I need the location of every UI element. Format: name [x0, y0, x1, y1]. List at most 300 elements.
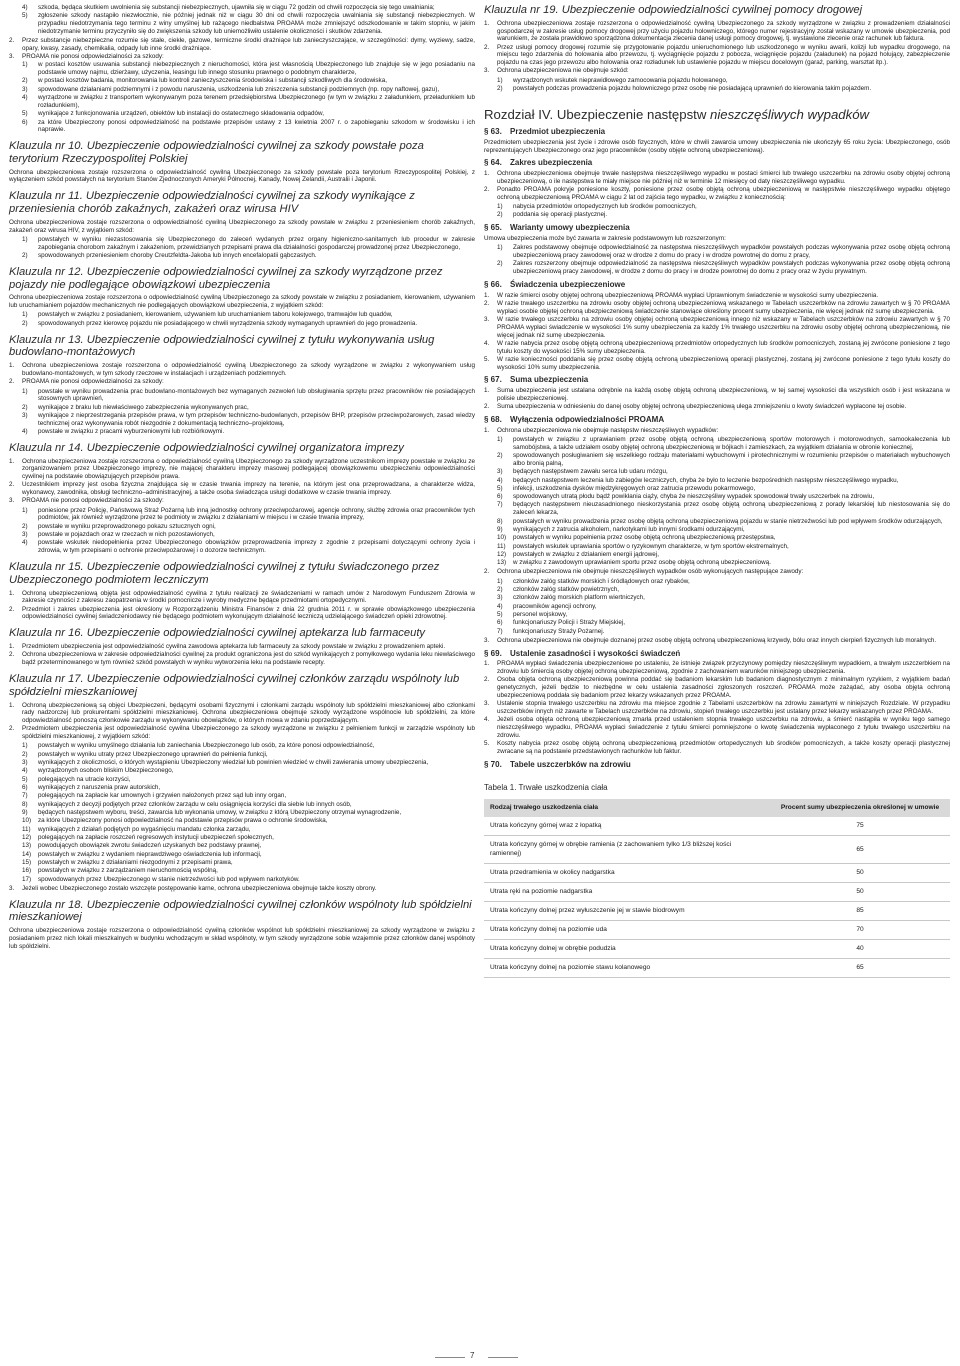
list-item-text: Ochrona ubezpieczeniowa zostaje rozszerzona o odpowiedzialność cywilną Ubezpieczonego za szkody wyrządzone w związku z prowadzeniem działalności gospodarczej w zakresie usług pomocy drogowej przy użyciu pojazdu holowniczego, którego numer rejestracyjny został wskazany w umowie ubezpieczenia, pod warunkiem, że została prawidłowo sporządzona dokumentacja zlecenia danej usługi pomocy drogowej, tj. wystawione zlecenie oraz rachunek lub faktura. — [497, 19, 950, 43]
list-item-number: 1) — [22, 311, 28, 319]
list-item — [484, 534, 950, 542]
list-item — [484, 468, 950, 476]
list-item-text: W razie nabycia przez osobę objętą ochroną ubezpieczeniową przedmiotów ortopedycznych lub środków pomocniczych, zostaną jej zwrócone poniesione z tego tytułu koszty do wysokości 15% sumy ubezpieczenia. — [497, 339, 950, 355]
list-item-number: 3) — [22, 759, 28, 767]
list-item-number: 5. — [484, 355, 490, 363]
table-row — [484, 863, 950, 882]
list-item — [9, 817, 475, 825]
list-item — [484, 594, 950, 602]
list-item — [9, 236, 475, 251]
list-item — [9, 110, 475, 118]
list-item-text: Uczestnikiem imprezy jest osoba fizyczna znajdująca się w czasie trwania imprezy na terenie, na którym jest ona przeprowadzana, a charakterze widza, wykonawcy, zawodnika, obsługi techniczno–administracyjnej, a także osoba świadcząca usługi dodatkowe w czasie trwania imprezy. — [22, 481, 475, 497]
list-item-number: 1. — [484, 387, 490, 395]
list-item-text: powstałych w wyniku prowadzenia przez osobę objętą ochroną ubezpieczeniową pojazdu w stanie nietrzeźwości lub pod wpływem środków odurzających, — [513, 517, 943, 525]
list-item-text: Przez usługi pomocy drogowej rozumie się przygotowanie pojazdu unieruchomionego lub uszkodzonego w wyniku awarii, kolizji lub wypadku drogowego, na miejscu tego zdarzenia do holowania albo przewozu, tj. wyciągnięcie pojazdu z pobocza, wciągnięcie pojazdu (załadunek) na pojazd holujący, zabezpieczenie pojazdu na czas jego przewozu albo holowania oraz rozładunek lub ustawienie pojazdu w miejscu docelowym (garaż, parking, warsztat itp.). — [497, 43, 950, 67]
list-item-number: 4) — [497, 476, 503, 484]
list-item-text: powstałe w związku z pracami wyburzeniowymi lub rozbiórkowymi. — [38, 428, 225, 436]
table-caption: Tabela 1. Trwałe uszkodzenia ciała — [484, 783, 608, 793]
list-item — [9, 776, 475, 784]
list-item-text: w postaci kosztów usuwania substancji niebezpiecznych z nieruchomości, która jest własnością Ubezpieczonego lub znajduje się w jego posiadaniu na podstawie umowy najmu, dzierżawy, użyczenia, leasingu lub innego stosunku prawnego o podobnym charakterze, — [38, 61, 475, 77]
list-item-number: 7) — [22, 792, 28, 800]
clause-12-heading: Klauzula nr 12. Ubezpieczenie odpowiedzialności cywilnej za szkody wyrządzone przez pojazdy nie podlegające obowiązkowi ubezpieczenia — [9, 265, 443, 291]
list-item-text: powstałych w wyniku umyślnego działania lub zaniechania Ubezpieczonego lub osób, za które ponosi odpowiedzialność, — [38, 742, 375, 750]
list-item-number: 1) — [22, 506, 28, 514]
list-item-number: 1. — [484, 291, 490, 299]
list-item — [9, 12, 475, 35]
list-item-text: powstałych w związku z zarządzaniem nieruchomością wspólną, — [38, 867, 218, 875]
list-item-number: 17) — [22, 875, 32, 883]
list-item-text: spowodowanych utratą płodu bądź powikłania ciąży, chyba że nieszczęśliwy wypadek spowodował trwały uszczerbek na zdrowiu, — [513, 493, 875, 501]
list-item-number: 3) — [22, 85, 28, 93]
list-item-number: 2. — [9, 378, 15, 386]
list-s68-c — [484, 637, 950, 645]
list-item-number: 1) — [497, 244, 503, 252]
list-item-number: 3. — [484, 316, 490, 324]
list-item-text: poniesione przez Policję, Państwową Straż Pożarną lub inną jednostkę ochrony przeciwpożarowej, agencje ochrony, służbę zdrowia oraz pracowników tych podmiotów, jak również wyrządzone przez te podmioty w związku z działaniami w miejscu i w czasie trwania imprezy, — [38, 506, 475, 522]
list-item-text: powstałe w pojazdach oraz w rzeczach w nich pozostawionych, — [38, 531, 215, 539]
list-item — [484, 356, 950, 371]
list-k17 — [9, 702, 475, 741]
list-item — [9, 606, 475, 621]
list-item-number: 1) — [497, 203, 503, 211]
list-k11 — [9, 236, 475, 260]
clause-19-heading: Klauzula nr 19. Ubezpieczenie odpowiedzialności cywilnej pomocy drogowej — [484, 4, 863, 16]
list-item-number: 5) — [22, 12, 28, 20]
paragraph: Umowa ubezpieczenia może być zawarta w zakresie podstawowym lub rozszerzonym: — [484, 235, 726, 243]
list-item — [9, 590, 475, 605]
table-row — [484, 836, 950, 863]
list-item-number: 5) — [497, 610, 503, 618]
list-item — [9, 388, 475, 403]
list-item-text: członków załóg morskich platform wiertniczych, — [513, 594, 645, 602]
list-item-text: będących następstwem wyboru, treści, zawarcia lub wykonania umowy, w związku z którą Ubezpieczony otrzymał wynagrodzenie, — [38, 809, 402, 816]
list-item-number: 6) — [497, 493, 503, 501]
table-cell-percent: 65 — [770, 836, 950, 863]
clause-15-heading: Klauzula nr 15. Ubezpieczenie odpowiedzialności cywilnej z tytułu świadczonego przez Ubezpieczonego podmiotem leczniczym — [9, 560, 440, 586]
list-item — [9, 725, 475, 740]
list-item — [9, 859, 475, 867]
list-item-text: spowodowanych przeniesieniem choroby Creutzfeldta-Jakoba lub innych encefalopatii gąbczastych. — [38, 252, 317, 259]
list-item-text: członków załóg statków powietrznych, — [513, 585, 620, 593]
table-cell-injury: Utrata kończyny górnej w obrębie ramienia (z zachowaniem tylko 1/3 bliższej kości ramiennej) — [484, 836, 770, 863]
list-item-text: szkoda, będąca skutkiem uwolnienia się substancji niebezpiecznych, ujawniła się w ciągu 72 godzin od chwili rozpoczęcia się tego uwalniania; — [38, 4, 435, 11]
list-item-text: Ochrona ubezpieczeniowa nie obejmuje doznanej przez osobę objętą ochroną ubezpieczeniową krzywdy, bólu oraz innych cierpień fizycznych lub moralnych. — [497, 636, 937, 644]
list-item-text: będących następstwem leczenia lub zabiegów leczniczych, chyba że było to leczenie bezpośrednich następstw nieszczęśliwego wypadku, — [513, 476, 899, 484]
list-item-text: Ochroną ubezpieczeniową objęta jest odpowiedzialność cywilna z tytułu realizacji ze świadczeniami w ramach umów z Narodowym Funduszem Zdrowia w zakresie czynności z zakresu zaopatrzenia w środki pomocnicze i wyroby medyczne będące przedmiotami ortopedycznymi. — [22, 589, 475, 605]
list-item — [484, 637, 950, 645]
list-item-text: Ochrona ubezpieczeniowa nie obejmuje nieszczęśliwych wypadków osób wykonujących następujące zawody: — [497, 568, 804, 576]
list-item — [9, 362, 475, 377]
list-item — [484, 67, 950, 75]
list-item-text: wynikające z braku lub niewłaściwego zabezpieczenia wykonywanych prac, — [38, 403, 249, 411]
list-item-number: 2. — [484, 403, 490, 411]
list-item-number: 1) — [497, 76, 503, 84]
list-item-number: 1. — [9, 589, 15, 597]
table-cell-percent: 70 — [770, 921, 950, 940]
clause-16-heading: Klauzula nr 16. Ubezpieczenie odpowiedzialności cywilnej aptekarza lub farmaceuty — [9, 627, 426, 640]
list-item — [9, 867, 475, 875]
list-item-number: 2. — [9, 605, 15, 613]
list-item — [9, 523, 475, 531]
list-item-number: 5) — [22, 110, 28, 118]
list-item-number: 2) — [497, 452, 503, 460]
list-item-text: personel wojskowy, — [513, 610, 568, 618]
list-item — [484, 568, 950, 576]
list-item-text: Ochrona ubezpieczeniowa nie obejmuje następstw nieszczęśliwych wypadków: — [497, 426, 719, 434]
list-item-number: 16) — [22, 867, 32, 875]
list-item-text: powstałych w związku z posiadaniem, kierowaniem, używaniem lub uruchamianiem taboru kolejowego, tramwajów lub quadów, — [38, 311, 393, 319]
table-cell-injury: Utrata kończyny dolnej przez wyłuszczenie jej w stawie biodrowym — [484, 901, 770, 920]
list-item-number: 2) — [497, 211, 503, 219]
list-item — [484, 543, 950, 551]
list-item — [9, 784, 475, 792]
list-item-text: Ustalenie stopnia trwałego uszczerbku na zdrowiu ma miejsce zgodnie z Tabelami uszczerbków na zdrowiu zawartymi w niniejszych Rozdziale. W przypadku uszczerbków innych niż zawarte w Tabelach uszczerbków na zdrowiu, stopień trwałego uszczerbku jest ustalany przez lekarzy wskazanych przez PROAMA. — [497, 700, 950, 716]
list-k13-sub — [9, 388, 475, 436]
list-item — [484, 611, 950, 619]
list-item-text: PROAMA nie ponosi odpowiedzialności za szkody: — [22, 497, 164, 505]
list-item-text: Ochrona ubezpieczeniowa w zakresie odpowiedzialności cywilnej za produkt ograniczona jest do szkód wynikających z pomyłkowego wydania leku niewłaściwego bądź przeterminowanego w tym również szkód powstałych w wyniku wytworzenia leku na podstawie recepty. — [22, 651, 475, 667]
page-number: 7 — [470, 1351, 475, 1360]
list-s68-b — [484, 568, 950, 576]
list-item-number: 1) — [22, 387, 28, 395]
list-item-number: 2) — [22, 403, 28, 411]
clause-10-heading: Klauzula nr 10. Ubezpieczenie odpowiedzialności cywilnej za szkody powstałe poza terytorium Rzeczypospolitej Polskiej — [9, 140, 424, 165]
list-item — [484, 716, 950, 739]
list-item-number: 2) — [497, 85, 503, 93]
list-item-text: Suma ubezpieczenia w odniesieniu do danej osoby objętej ochroną ubezpieczeniową ulega zmniejszeniu o kwoty świadczeń wypłacone tej osobie. — [497, 403, 907, 411]
list-s64-sub — [484, 203, 950, 219]
list-item-text: powstałych w wyniku niezastosowania się Ubezpieczonego do zaleceń wydanych przez organy higieniczno-sanitarnych lub procedur w zakresie zapobiegania chorobom zakaźnym i zakażeniom, przewidzianych przepisami prawa dla działalności gospodarczej prowadzonej przez Ubezpieczonego, — [38, 235, 475, 251]
list-item — [9, 311, 475, 319]
list-item-number: 3) — [497, 594, 503, 602]
list-item-number: 4) — [22, 4, 28, 11]
list-item-number: 1. — [484, 426, 490, 434]
list-item — [484, 387, 950, 402]
list-item — [484, 477, 950, 485]
list-item — [9, 809, 475, 817]
section-64-heading: § 64. Zakres ubezpieczenia — [484, 158, 593, 168]
table-row — [484, 940, 950, 959]
list-item-text: powodujących obowiązek zwrotu świadczeń uzyskanych bez podstawy prawnej, — [38, 842, 262, 850]
list-item-text: polegających na zapłacie roszczeń regresowych instytucji ubezpieczeń społecznych, — [38, 833, 274, 841]
list-item — [484, 427, 950, 435]
list-item-number: 8) — [22, 800, 28, 808]
list-item-text: polegających na utracie korzyści, — [38, 775, 131, 783]
list-item-number: 7) — [497, 501, 503, 509]
list-item-text: będących następstwem nieuzasadnionego nieskorzystania przez osobę objętą ochroną ubezpieczeniową z porady lekarskiej lub niestosowania się do zaleceń lekarza, — [513, 501, 950, 517]
table-header-cell: Rodzaj trwałego uszkodzenia ciała — [484, 799, 770, 817]
list-item-number: 2. — [9, 651, 15, 659]
list-item-text: za które Ubezpieczony ponosi odpowiedzialność na podstawie przepisów ustawy z 13 kwietnia 2007 r. o zapobieganiu szkodom w środowisku i ich naprawie. — [38, 118, 475, 134]
list-item — [9, 851, 475, 859]
list-item-number: 9) — [497, 525, 503, 533]
list-item — [484, 619, 950, 627]
list-item — [484, 628, 950, 636]
list-item-number: 2) — [22, 750, 28, 758]
list-item-number: 3. — [484, 700, 490, 708]
list-item — [9, 507, 475, 522]
list-s66 — [484, 292, 950, 372]
list-s68-sub2 — [484, 578, 950, 636]
list-item — [9, 842, 475, 850]
injury-table — [484, 799, 950, 978]
list-item-number: 11) — [22, 825, 31, 833]
list-top — [9, 4, 475, 36]
list-item-text: wyrządzone w związku z transportem wykonywanym poza terenem przedsiębiorstwa Ubezpieczonego (w tym w związku z załadunkiem, przeładunkiem lub rozładunkiem), — [38, 94, 475, 109]
list-item-number: 2. — [9, 481, 15, 489]
list-item-number: 1) — [22, 235, 28, 243]
list-item-number: 2) — [497, 260, 503, 268]
list-k14-sub — [9, 507, 475, 555]
list-item-text: wynikających z działań podjętych po wygaśnięciu mandatu członka zarządu, — [38, 825, 251, 833]
list-item-text: w postaci kosztów badania, monitorowania lub kontroli zanieczyszczenia środowiska i substancji szkodliwych dla środowiska, — [38, 77, 387, 85]
list-item — [484, 20, 950, 43]
section-65-heading: § 65. Warianty umowy ubezpieczenia — [484, 223, 630, 233]
table-cell-injury: Utrata ręki na poziomie nadgarstka — [484, 882, 770, 901]
list-item-text: powstałych w związku z działaniami niezgodnymi z przepisami prawa, — [38, 858, 233, 866]
left-column — [9, 4, 475, 952]
list-item-text: Jeżeli osoba objęta ochroną ubezpieczeniową zmarła przed ustaleniem stopnia trwałego uszczerbku na zdrowiu, a śmierć nastąpiła w wyniku tego samego nieszczęśliwego wypadku, PROAMA wypłaci świadczenie z tytułu śmierci pomniejszone o kwotę świadczenia wypłaconego z tytułu trwałego uszczerbku na zdrowiu. — [497, 716, 950, 739]
table-row — [484, 921, 950, 940]
list-item-number: 12) — [497, 550, 507, 558]
list-item-text: funkcjonariuszy Policji i Straży Miejskiej, — [513, 619, 625, 627]
list-item-number: 5) — [497, 484, 503, 492]
list-item — [484, 244, 950, 259]
list-item — [484, 586, 950, 594]
paragraph: Przedmiotem ubezpieczenia jest życie i zdrowie osób fizycznych, które w chwili zawarcia umowy ubezpieczenia nie ukończyły 65 roku życia: Ubezpieczonego, osób reprezentujących Ubezpieczonego oraz jego pracowników (osoby objęte ochroną ubezpieczeniową). — [484, 138, 950, 154]
chapter-heading-main: Rozdział IV. Ubezpieczenie następstw — [484, 106, 707, 122]
section-68-heading: § 68. Wyłączenia odpowiedzialności PROAMA — [484, 414, 665, 424]
list-k17-sub — [9, 742, 475, 883]
list-item-text: wynikające z nieprzestrzegania przepisów prawa, w tym przepisów techniczno-budowlanych, przepisów BHP, przepisów przeciwpożarowych, zasad wiedzy technicznej oraz wykonywania robót niezgodnie z dokumentacją techniczno–projektową, — [38, 411, 475, 427]
list-item-number: 2. — [484, 43, 490, 51]
list-item-number: 5) — [22, 775, 28, 783]
table-cell-percent: 75 — [770, 817, 950, 836]
list-item-text: powstałe wskutek niedopełnienia przez Ubezpieczonego obowiązków przeprowadzenia imprezy z zgodnie z przepisami dotyczącymi ochrony życia i zdrowia, w tym przepisami o ochronie przeciwpożarowej i o dozorze technicznym. — [38, 539, 475, 555]
list-item-text: Ochrona ubezpieczeniowa obejmuje trwałe następstwa nieszczęśliwego wypadku w postaci śmierci lub trwałego uszczerbku na zdrowiu osoby objętej ochroną ubezpieczeniową, o ile następstwa te miały miejsce nie później niż w terminie 12 miesięcy od daty nieszczęśliwego wypadku. — [497, 170, 950, 185]
list-item-text: powstałych podczas prowadzenia pojazdu holowniczego przez osobę nie posiadającą uprawnień do kierowania takim pojazdem. — [513, 85, 872, 93]
list-item — [9, 759, 475, 767]
list-item-number: 2. — [484, 568, 490, 576]
list-item-number: 3. — [484, 636, 490, 644]
table-cell-percent: 50 — [770, 863, 950, 882]
list-item-text: powstałych w wyniku utraty przez Ubezpieczonego uprawnień do pełnienia funkcji, — [38, 750, 268, 758]
list-item — [484, 676, 950, 699]
list-item-number: 1. — [484, 19, 490, 27]
list-item-text: Ochrona ubezpieczeniowa zostaje rozszerzona o odpowiedzialność cywilną Ubezpieczonego za szkody wyrządzone uczestnikom imprezy powstałe w związku ze zorganizowaniem przez Ubezpieczonego imprezy, nie mającej charakteru imprezy masowej podlegającej obowiązkowemu ubezpieczeniu odpowiedzialności cywilnej na podstawie obowiązujących przepisów prawa. — [22, 457, 475, 481]
list-item-text: Przedmiotem ubezpieczenia jest odpowiedzialność cywilna Ubezpieczonego za szkody wyrządzone w związku z pełnieniem funkcji w zarządzie wspólnoty lub spółdzielni mieszkaniowej, z wyjątkiem szkód: — [22, 725, 475, 741]
list-item-number: 1. — [9, 362, 15, 370]
list-item-number: 6) — [22, 784, 28, 792]
list-item — [9, 94, 475, 109]
list-k13 — [9, 362, 475, 386]
list-item-text: W razie trwałego uszczerbku na zdrowiu osoby objętej ochroną ubezpieczeniową innego niż wskazany w Tabelach uszczerbków na zdrowiu zawartych w § 70 PROAMA wypłaci świadczenie w wysokości 1% sumy ubezpieczenia za każdy 1% trwałego uszczerbku na zdrowiu osoby objętej ochroną ubezpieczeniową, nie więcej jednak niż sumę ubezpieczenia. — [497, 316, 950, 339]
list-item-number: 3) — [22, 411, 28, 419]
list-item — [484, 493, 950, 501]
clause-18-heading: Klauzula nr 18. Ubezpieczenie odpowiedzialności cywilnej członków wspólnoty lub spółdzielni mieszkaniowej — [9, 898, 472, 924]
list-item-text: polegających na zapłacie kar umownych i grzywien nałożonych przez sąd lub inny organ, — [38, 792, 287, 800]
list-item — [9, 119, 475, 134]
table-cell-injury: Utrata kończyny dolnej na poziomie stawu kolanowego — [484, 959, 770, 978]
list-item — [484, 551, 950, 559]
list-item-text: poddania się operacji plastycznej. — [513, 211, 608, 219]
list-item-text: W razie konieczności poddania się przez osobę objętą ochroną ubezpieczeniową operacji plastycznej, zostaną jej zwrócone poniesione z tego tytułu koszty do wysokości 10% sumy ubezpieczenia. — [497, 355, 950, 371]
list-item-number: 9) — [22, 809, 28, 816]
table-row — [484, 959, 950, 978]
clause-17-heading: Klauzula nr 17. Ubezpieczenie odpowiedzialności cywilnej członków zarządu wspólnoty lub spółdzielni mieszkaniowej — [9, 672, 460, 698]
list-item — [484, 211, 950, 219]
list-item — [9, 320, 475, 328]
list-item — [484, 186, 950, 201]
list-item-number: 3. — [9, 497, 15, 505]
list-s64 — [484, 170, 950, 202]
list-item-text: członków załóg statków morskich i śródlądowych oraz rybaków, — [513, 577, 690, 585]
list-item — [9, 651, 475, 666]
list-k12 — [9, 311, 475, 327]
list-item — [484, 77, 950, 85]
list-item — [484, 300, 950, 315]
list-item — [484, 740, 950, 755]
list-item — [9, 539, 475, 554]
list-item — [9, 4, 475, 12]
list-item — [484, 452, 950, 467]
table-header-row — [484, 799, 950, 817]
paragraph: Ochrona ubezpieczeniowa zostaje rozszerzona o odpowiedzialność cywilną Ubezpieczonego za szkody powstałe poza terytorium Rzeczypospolitej Polskiej, z wyłączeniem szkód powstałych na terytorium Stanów Zjednoczonych Ameryki Północnej, Kanady, Nowej Zelandii, Australii i Japonii. — [9, 168, 475, 184]
list-item-number: 4. — [484, 716, 490, 724]
list-item-number: 10) — [22, 817, 32, 825]
list-item-text: W razie śmierci osoby objętej ochroną ubezpieczeniową PROAMA wypłaci Uprawnionym świadczenie w wysokości sumy ubezpieczenia. — [497, 291, 879, 299]
list-item-text: wynikających z okoliczności, o których wystąpieniu Ubezpieczony wiedział lub powinien wiedzieć w chwili zawierania umowy ubezpieczenia, — [38, 759, 429, 767]
list-item — [9, 742, 475, 750]
list-item-number: 3. — [484, 67, 490, 75]
list-item — [484, 700, 950, 715]
list-item — [484, 578, 950, 586]
list-item — [9, 458, 475, 481]
list-item — [484, 292, 950, 300]
list-item-number: 3) — [497, 468, 503, 476]
list-item-number: 1. — [484, 170, 490, 178]
list-s68-sub — [484, 436, 950, 567]
list-item — [9, 834, 475, 842]
list-item-number: 1. — [9, 643, 15, 651]
list-item-text: Suma ubezpieczenia jest ustalana odrębnie na każdą osobę objętą ochroną ubezpieczeniową, w tej samej wysokości dla wszystkich osób i jest wskazana w polisie ubezpieczeniowej. — [497, 387, 950, 402]
list-item — [9, 404, 475, 412]
list-item-text: zgłoszenie szkody nastąpiło niezwłocznie, nie później jednak niż w ciągu 30 dni od chwili rozpoczęcia uwalniania się substancji niebezpiecznych. W przypadku niedotrzymania tego terminu z winy umyślnej lub rażącego niedbalstwa PROAMA może zmniejszyć odszkodowanie w takim stopniu, w jakim niedotrzymanie terminu przyczyniło się do zwiększenia szkody lub uniemożliwiło ustalenie okoliczności i skutków zdarzenia. — [38, 12, 475, 35]
table-cell-injury: Utrata przedramienia w okolicy nadgarstka — [484, 863, 770, 882]
list-item-text: spowodowane działaniami podziemnymi i z powodu naruszenia, uszkodzenia lub zniszczenia substancji podziemnych (np. ropy naftowej, gazu), — [38, 85, 440, 93]
table-cell-injury: Utrata kończyny górnej wraz z łopatką — [484, 817, 770, 836]
list-item-text: W razie trwałego uszczerbku na zdrowiu osoby objętej ochroną ubezpieczeniową wskazanego w Tabelach uszczerbków na zdrowiu zawartych w § 70 PROAMA wypłaci osobie objętej ochroną ubezpieczeniową świadczenie stanowiące określony procent sumy ubezpieczenia, nie więcej jednak niż sumę ubezpieczenia. — [497, 299, 950, 315]
list-item — [9, 767, 475, 775]
list-s67 — [484, 387, 950, 411]
list-item-number: 1) — [22, 742, 28, 750]
list-item-number: 2. — [484, 299, 490, 307]
list-item-number: 4) — [22, 94, 28, 102]
list-item — [9, 792, 475, 800]
clause-13-heading: Klauzula nr 13. Ubezpieczenie odpowiedzialności cywilnej z tytułu wykonywania usług budowlano-montażowych — [9, 333, 435, 359]
list-item — [484, 660, 950, 675]
list-item-text: Ponadto PROAMA pokryje poniesione koszty, poniesione przez osobę objętą ochroną ubezpieczeniową w następstwie nieszczęśliwego wypadku objętego ochroną ubezpieczeniową PROAMA w ciągu 2 lat od zajścia tego wypadku, w związku z koniecznością: — [497, 186, 950, 201]
table-cell-percent: 65 — [770, 959, 950, 978]
list-item-number: 1. — [9, 701, 15, 709]
list-item-text: PROAMA nie ponosi odpowiedzialności za szkody: — [22, 378, 164, 386]
list-k16 — [9, 643, 475, 667]
list-item-text: wyrządzonych osobom bliskim Ubezpieczonego, — [38, 767, 174, 775]
section-70-heading: § 70. Tabele uszczerbków na zdrowiu — [484, 759, 631, 769]
list-item-number: 2) — [22, 522, 28, 530]
list-item — [484, 518, 950, 526]
chapter-heading — [484, 107, 950, 123]
list-item-text: Koszty nabycia przez osobę objętą ochroną ubezpieczeniową przedmiotów ortopedycznych lub środków pomocniczych, a także koszty operacji plastycznej zwracane są na podstawie przedstawionych rachunków lub faktur. — [497, 740, 950, 755]
list-item — [9, 86, 475, 94]
list-item — [484, 340, 950, 355]
table-cell-injury: Utrata kończyny dolnej w obrębie podudzia — [484, 940, 770, 959]
list-item-text: infekcji, uszkodzenia dysków międzykręgowych oraz zatrucia przewodu pokarmowego, — [513, 484, 756, 492]
list-item — [9, 61, 475, 76]
section-69-heading: § 69. Ustalenie zasadności i wysokości świadczeń — [484, 648, 681, 658]
page-number-rule-right — [488, 1357, 518, 1358]
list-item-number: 2) — [497, 585, 503, 593]
list-item-text: powstałe w wyniku prowadzenia prac budowlano-montażowych bez wymaganych zezwoleń lub obsługiwania sprzętu przez pracowników nie posiadających stosownych uprawnień, — [38, 387, 475, 403]
list-item-number: 1) — [497, 577, 503, 585]
list-item-number: 6) — [22, 118, 28, 126]
list-item — [9, 751, 475, 759]
list-item-number: 6) — [497, 619, 503, 627]
list-item-text: pracowników agencji ochrony, — [513, 602, 597, 610]
table-cell-injury: Utrata kończyny dolnej na poziomie uda — [484, 921, 770, 940]
table-row — [484, 901, 950, 920]
list-s69 — [484, 660, 950, 755]
list-item — [484, 44, 950, 67]
right-column — [484, 4, 950, 978]
list-item — [9, 643, 475, 651]
list-item-text: spowodowanych przez Ubezpieczonego w stanie nietrzeźwości lub pod wpływem narkotyków. — [38, 875, 300, 883]
list-item-text: spowodowanych przez kierowcę pojazdu nie posiadającego w chwili wyrządzenia szkody wymaganych uprawnień do jego prowadzenia. — [38, 319, 418, 327]
section-63-heading: § 63. Przedmiot ubezpieczenia — [484, 127, 606, 136]
list-k19-sub — [484, 77, 950, 93]
list-item: 3. Jeżeli wobec Ubezpieczonego zostało wszczęte postępowanie karne, ochrona ubezpieczeniowa obejmuje także koszty obrony. — [9, 884, 377, 892]
list-item-text: funkcjonariuszy Straży Pożarnej. — [513, 627, 605, 635]
list-item — [484, 603, 950, 611]
list-item-text: wynikających z decyzji podjętych przez członków zarządu w celu osiągnięcia korzyści dla siebie lub innych osób, — [38, 800, 352, 808]
list-item-text: Osoba objęta ochroną ubezpieczeniową powinna poddać się badaniom lekarskim lub badaniom diagnostycznym z minimalnym ryzykiem, z wyjątkiem badań genetycznych, jeżeli będzie to niezbędne w celu ustalenia zasadności zgłoszonych roszczeń. PROAMA może zażądać, aby osoba objęta ochroną ubezpieczeniową poddała się badaniom przez lekarzy wskazanych przez PROAMA. — [497, 676, 950, 699]
list-item-number: 1. — [484, 660, 490, 668]
list-item-number: 14) — [22, 850, 32, 858]
paragraph: Ochrona ubezpieczeniowa zostaje rozszerzona o odpowiedzialność cywilną członków wspólnot lub spółdzielni mieszkaniowej za szkody wyrządzone w związku z posiadaniem przez nich lokali mieszkalnych w budynku wchodzącym w skład wspólnoty, w tym szkody wyrządzone sobie wzajemnie przez członków danej wspólnoty lub spółdzielni. — [9, 927, 475, 950]
page-number-rule-left — [435, 1357, 465, 1358]
list-item-number: 4. — [484, 339, 490, 347]
list-item — [9, 497, 475, 505]
list-s68 — [484, 427, 950, 435]
list-item — [484, 526, 950, 534]
list-item-text: powstałe w wyniku przeprowadzonego pokazu sztucznych ogni, — [38, 522, 216, 530]
list-item-number: 13) — [497, 559, 507, 567]
list-item-number: 2. — [484, 676, 490, 684]
list-item-number: 13) — [22, 842, 32, 850]
list-item-number: 4) — [22, 539, 28, 547]
list-item-text: spowodowanych posługiwaniem się wszelkiego rodzaju materiałami wybuchowymi i pirotechnicznymi w rozumieniu przepisów o materiałach wybuchowych albo bronią palną, — [513, 452, 950, 467]
list-item — [484, 559, 950, 567]
clause-11-heading: Klauzula nr 11. Ubezpieczenie odpowiedzialności cywilnej za szkody wynikające z przeniesienia chorób zakaźnych, zakażeń oraz wirusa HIV — [9, 190, 415, 216]
table-row — [484, 817, 950, 836]
list-item-text: Ochrona ubezpieczeniowa nie obejmuje szkód: — [497, 67, 629, 75]
list-item-number: 2) — [22, 319, 28, 327]
list-item-text: wynikające z funkcjonowania urządzeń, obiektów lub instalacji do ostatecznego składowania odpadów, — [38, 110, 324, 118]
list-item-number: 4) — [497, 602, 503, 610]
list-k14 — [9, 458, 475, 506]
list-item — [484, 85, 950, 93]
list-item — [9, 412, 475, 427]
